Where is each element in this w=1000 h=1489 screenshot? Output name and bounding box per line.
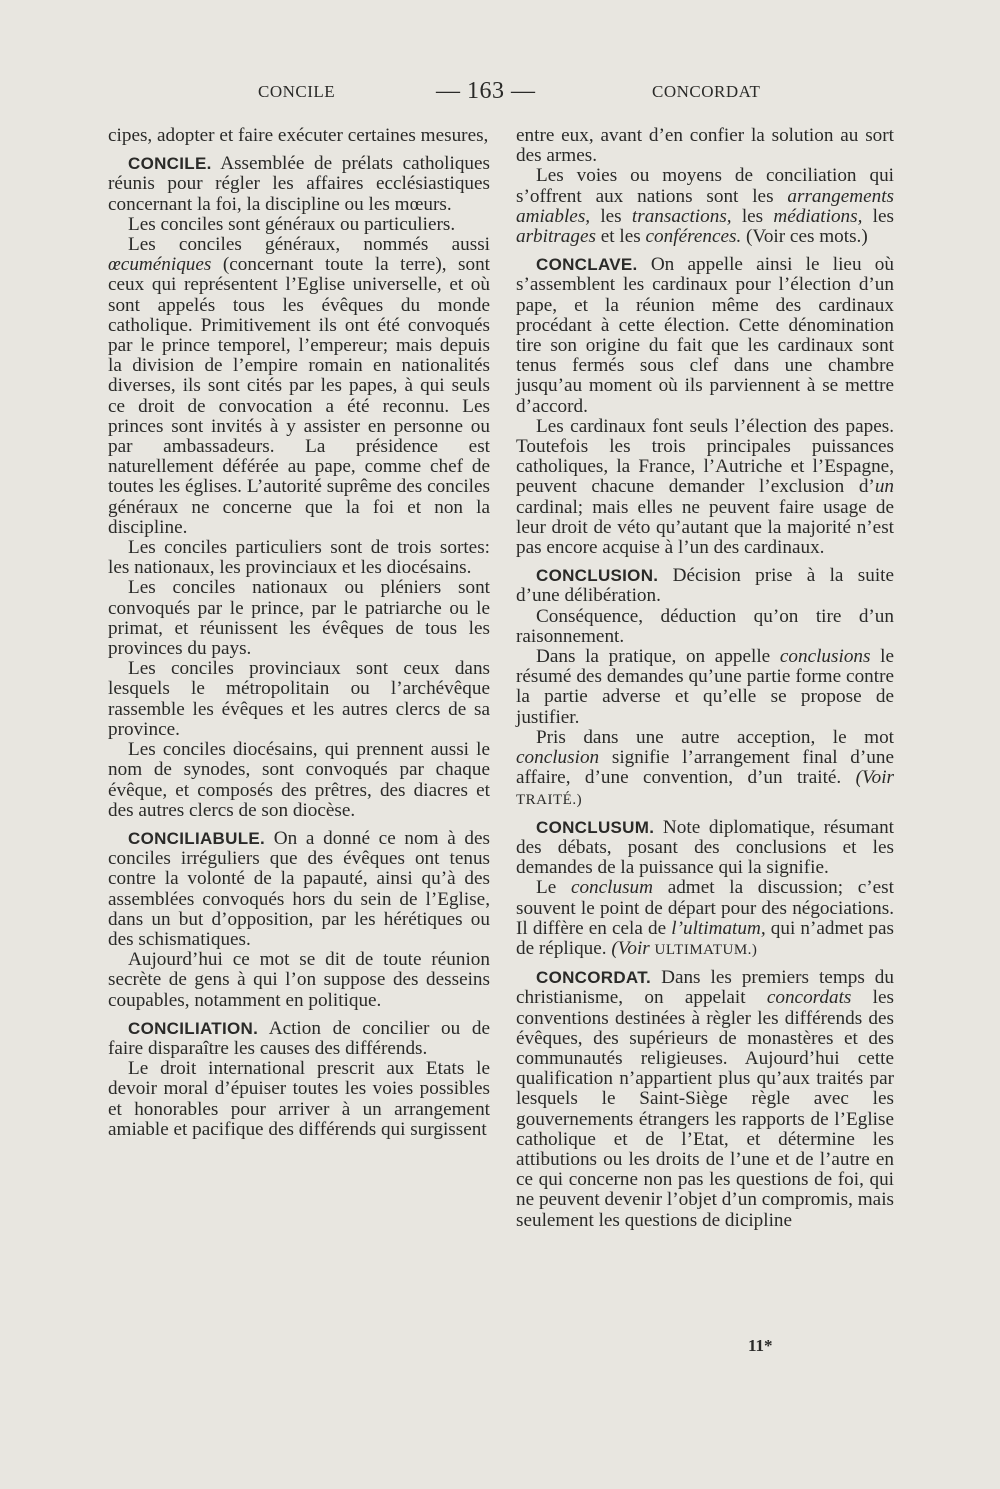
- text-run: signifie l’arrangement final d’une affaire, d’une convention, d’un traité.: [516, 747, 894, 789]
- italic-term: conclusions: [779, 646, 871, 668]
- italic-term: œcuméniques: [108, 254, 212, 276]
- page-number: — 163 —: [436, 78, 536, 104]
- text-run: cardinal; mais elles ne peuvent faire usage de leur droit de véto qu’autant que la majorité n’est pas encore acquise à l’un des cardinaux.: [516, 496, 894, 559]
- definition: Décision prise à la suite d’une délibération.: [516, 565, 894, 607]
- paragraph: Les conciles particuliers sont de trois sortes: les nationaux, les provinciaux et les diocésains.: [108, 537, 490, 579]
- entry-concile: [108, 154, 490, 215]
- paragraph: entre eux, avant d’en confier la solution au sort des armes.: [516, 125, 894, 167]
- text-run: admet la discussion; c’est souvent le point de départ pour des négociations. Il diffère en cela de: [516, 877, 894, 939]
- voir-reference: (Voir: [611, 937, 650, 959]
- text-run: le résumé des demandes qu’une partie forme contre la partie adverse et qu’elle se propose de justifier.: [516, 646, 894, 728]
- entry-conclusum: [516, 818, 894, 879]
- definition: Assemblée de prélats catholiques réunis pour régler les affaires ecclésiastiques concernant la foi, la discipline ou les mœurs.: [108, 153, 490, 215]
- signature-mark: 11*: [748, 1336, 773, 1355]
- paragraph: Le droit international prescrit aux Etats le devoir moral d’épuiser toutes les voies possibles et honorables pour arriver à un arrangement amiable et pacifique des différends qui surgissent: [108, 1058, 490, 1140]
- text-run: (Voir ces mots.): [741, 226, 868, 248]
- text-run: et les: [595, 226, 646, 248]
- headword: CONCILIABULE.: [128, 828, 266, 848]
- headword: CONCLUSION.: [536, 566, 659, 586]
- text-run: les: [862, 205, 894, 227]
- entry-conclave: [516, 255, 894, 417]
- definition: On appelle ainsi le lieu où s’assemblent les cardinaux pour l’élection d’un pape, et la réunion même des cardinaux procédant à cette élection. Cette dénomination tire son origine du fait que les cardinaux sont tenus fermés sous clef dans une chambre jusqu’au moment où ils parviennent à se mettre d’accord.: [516, 254, 894, 417]
- entry-concordat: [516, 968, 894, 1231]
- italic-term: l’ultimatum,: [671, 917, 766, 939]
- definition: les conventions destinées à règler les différends des évêques, des supérieurs de monastères et des communautés religieuses. Aujourd’hui cette qualification n’appartient plus qu’aux traités par lesquels le Saint-Siège règle avec les gouvernements étrangers les rapports de l’Eglise catholique et de l’Etat, et détermine les attibutions ou les droits de l’une et de l’autre en ce qui concerne non pas les questions de foi, qui ne peuvent devenir l’objet d’un compromis, mais seulement les questions de dicipline: [516, 987, 894, 1231]
- italic-term: conclusum: [570, 877, 653, 899]
- running-head-right: CONCORDAT: [652, 82, 761, 101]
- text-run: les: [590, 205, 632, 227]
- paragraph: Conséquence, déduction qu’on tire d’un raisonnement.: [516, 605, 894, 647]
- left-column: [108, 126, 490, 1140]
- italic-term: arbitrages: [516, 226, 596, 248]
- definition: On a donné ce nom à des conciles irréguliers que des évêques ont tenus contre la volonté de la papauté, ainsi qu’à des assemblées convoqués hors du sein de l’Eglise, dans un but d’opposition, par les hérétiques ou des schismatiques.: [108, 827, 490, 950]
- headword: CONCILIATION.: [128, 1018, 259, 1038]
- italic-term: médiations,: [773, 205, 863, 227]
- entry-conclusion: [516, 566, 894, 606]
- italic-term: transactions,: [631, 205, 732, 227]
- definition: Note diplomatique, résumant des débats, posant des conclusions et les demandes de la puissance qui la signifie.: [516, 816, 894, 879]
- running-head-left: CONCILE: [258, 82, 336, 101]
- text-run: (concernant toute la terre), sont ceux qui représentent l’Eglise universelle, et où sont appelés tous les évêques du monde catholique. Primitivement ils ont été convoqués par le prince temporel, l’empereur; mais depuis la division de l’empire romain en nationalités diverses, ils sont cités par les papes, à qui seuls ce droit de convocation a été reconnu. Les princes sont invités à y assister en personne ou par ambassadeurs. La présidence est naturellement déférée au pape, comme chef de toutes les églises. L’autorité suprême des conciles généraux ne concerne que la foi et non la discipline.: [108, 254, 490, 538]
- cross-reference: ULTIMATUM.): [654, 941, 758, 958]
- headword: CONCORDAT.: [536, 968, 652, 988]
- headword: CONCILE.: [128, 154, 212, 174]
- text-run: Les conciles généraux, nommés aussi: [128, 234, 490, 256]
- paragraph: [516, 878, 894, 960]
- voir-reference: (Voir: [855, 767, 894, 789]
- italic-term: conclusion: [516, 747, 600, 769]
- paragraph: Les conciles diocésains, qui prennent aussi le nom de synodes, sont convoqués par chaque évêque, et composés des prêtres, des diacres et des autres clercs de son diocèse.: [108, 739, 490, 821]
- headword: CONCLUSUM.: [536, 817, 655, 837]
- paragraph: Aujourd’hui ce mot se dit de toute réunion secrète de gens à qui l’on suppose des desseins coupables, notamment en politique.: [108, 949, 490, 1011]
- italic-term: arrangements amiables,: [516, 185, 894, 227]
- definition: Action de concilier ou de faire disparaître les causes des différends.: [108, 1017, 490, 1059]
- italic-term: conférences.: [645, 226, 742, 248]
- entry-conciliabule: [108, 829, 490, 950]
- text-run: les: [731, 205, 774, 227]
- paragraph: [516, 728, 894, 810]
- definition: Dans les premiers temps du christianisme, on appelait: [516, 967, 894, 1009]
- paragraph: Les conciles sont généraux ou particuliers.: [128, 213, 456, 235]
- paragraph: cipes, adopter et faire exécuter certaines mesures,: [108, 125, 489, 146]
- text-run: Dans la pratique, on appelle: [536, 646, 780, 668]
- cross-reference: TRAITÉ.): [516, 791, 583, 808]
- text-run: qui n’admet pas de réplique.: [516, 917, 894, 959]
- paragraph: Les conciles provinciaux sont ceux dans lesquels le métropolitain ou l’archévêque rassemble les évêques et les autres clercs de sa province.: [108, 658, 490, 740]
- text-run: Le: [536, 877, 571, 899]
- paragraph: Les conciles nationaux ou pléniers sont convoqués par le prince, par le patriarche ou le primat, et réunissent les évêques de tous les provinces du pays.: [108, 577, 490, 660]
- paragraph: [516, 166, 894, 247]
- entry-conciliation: [108, 1019, 490, 1059]
- paragraph: [516, 417, 894, 558]
- text-run: Les voies ou moyens de conciliation qui s’offrent aux nations sont les: [516, 165, 894, 207]
- paragraph: [516, 647, 894, 728]
- paragraph: [108, 235, 490, 538]
- headword: CONCLAVE.: [536, 255, 638, 275]
- text-run: Les cardinaux font seuls l’élection des papes. Toutefois les trois principales puissances catholiques, la France, l’Autriche et l’Espagne, peuvent chacune demander l’exclusion d’: [516, 415, 894, 498]
- running-head: [0, 78, 1000, 108]
- italic-term: concordats: [766, 987, 852, 1009]
- right-column: [516, 126, 894, 1231]
- italic-term: un: [874, 476, 894, 498]
- text-run: Pris dans une autre acception, le mot: [536, 726, 894, 748]
